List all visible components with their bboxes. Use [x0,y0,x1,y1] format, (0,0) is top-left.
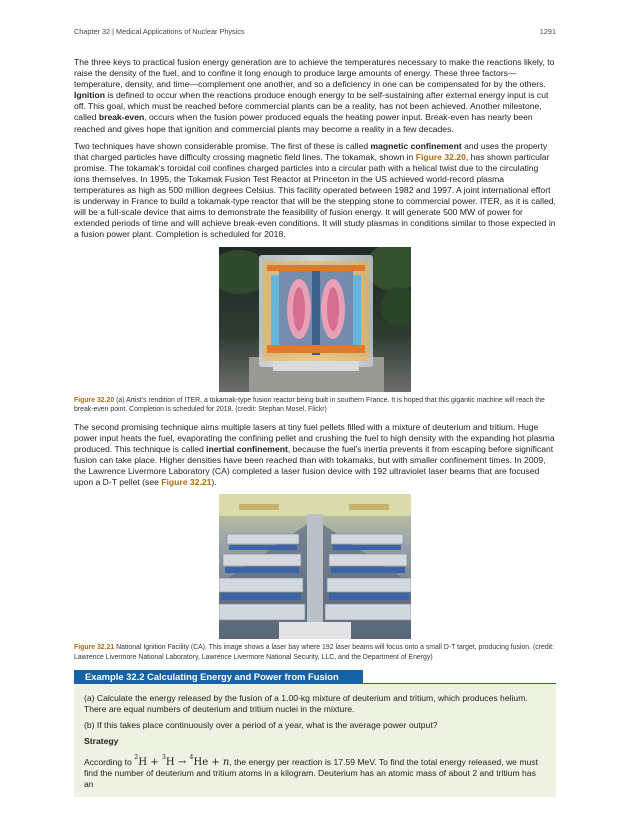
term-magnetic-confinement: magnetic confinement [370,140,462,151]
fusion-equation: $^2$H + $^3$H → $^4$He + n [134,753,230,769]
page-header [74,27,556,39]
page-number: 1291 [539,27,556,36]
laser-bay-image [219,494,411,639]
strategy-heading: Strategy [84,736,119,747]
term-inertial-confinement: inertial confinement [206,444,288,455]
figure-32-20-label: Figure 32.20 [74,396,115,404]
figure-32-21-link[interactable]: Figure 32.21 [161,477,212,488]
example-part-b: (b) If this takes place continuously over a period of a year, what is the average power output? [84,720,438,731]
paragraph-inertial-confinement: The second promising technique aims multiple lasers at tiny fuel pellets filled with a mixture of deuterium and tritium. Huge power input heats the fuel, evaporating the confining pellet and crushing the fuel to high density with the expanding hot plasma produced. This technique is called inertial confinement, because the fuel's inertia prevents it from escaping before significant fusion can take place. Higher densities have been reached than with tokamaks, but with smaller confinement times. In 2009, the Lawrence Livermore Laboratory (CA) completed a laser fusion device with 192 ultraviolet laser beams that are focused upon a D-T pellet (see Figure 32.21). [74,421,555,488]
strategy-text: According to $^2$H + $^3$H → $^4$He + n, the energy per reaction is 17.59 MeV. To find the total energy released, we must find the number of deuterium and tritium atoms in a kilogram. Deuterium has an atomic mass of about 2 and tritium has an [84,753,538,790]
iter-tokamak-image [219,247,411,392]
figure-32-20-link[interactable]: Figure 32.20 [415,151,466,162]
figure-32-20-caption: Figure 32.20 (a) Artist's rendition of ITER, a tokamak-type fusion reactor being built in southern France. It is hoped that this gigantic machine will reach the break-even point. Completion is scheduled for 2018. (credit: Stephan Mosel, Flickr) [74,396,545,413]
page-content [74,57,556,797]
term-ignition: Ignition [74,90,106,101]
paragraph-keys-to-fusion: The three keys to practical fusion energy generation are to achieve the temperatures necessary to make the reactions likely, to raise the density of the fuel, and to confine it long enough to produce large amounts of energy. These three factors—temperature, density, and time—complement one another, and so a deficiency in one can be compensated for by the others. Ignition is defined to occur when the reactions produce enough energy to be self-sustaining after external energy input is cut off. This goal, which must be reached before commercial plants can be a reality, has not been achieved. Another milestone, called break-even, occurs when the fusion power produced equals the heating power input. Break-even has nearly been reached and gives hope that ignition and commercial plants may become a reality in a few decades. [74,57,555,134]
example-title: Example 32.2 Calculating Energy and Power from Fusion [74,670,363,684]
figure-32-21-caption: Figure 32.21 National Ignition Facility (CA). This image shows a laser bay where 192 laser beams will focus onto a small D-T target, producing fusion. (credit: Lawrence Livermore National Laboratory, Lawrence Livermore National Security, LLC, and the Department of Energy) [74,644,555,661]
chapter-title: Chapter 32 | Medical Applications of Nuclear Physics [74,27,245,36]
term-break-even: break-even [98,112,145,123]
example-box [74,684,556,797]
paragraph-magnetic-confinement: Two techniques have shown considerable promise. The first of these is called magnetic confinement and uses the property that charged particles have difficulty crossing magnetic field lines. The tokamak, shown in Figure 32.20, has shown particular promise. The tokamak's toroidal coil confines charged particles into a circular path with a helical twist due to the circulating ions themselves. In 1995, the Tokamak Fusion Test Reactor at Princeton in the US achieved world-record plasma temperatures as high as 500 million degrees Celsius. This facility operated between 1982 and 1997. A joint international effort is underway in France to build a tokamak-type reactor that will be the stepping stone to commercial power. ITER, as it is called, will be a full-scale device that aims to demonstrate the feasibility of fusion energy. It will generate 500 MW of power for extended periods of time and will achieve break-even conditions. It will study plasmas in conditions similar to those expected in a fusion power plant. Completion is scheduled for 2018. [74,140,556,240]
figure-32-21-label: Figure 32.21 [74,644,115,652]
example-part-a: (a) Calculate the energy released by the fusion of a 1.00-kg mixture of deuterium and tritium, which produces helium. There are equal numbers of deuterium and tritium nuclei in the mixture. [84,692,528,714]
